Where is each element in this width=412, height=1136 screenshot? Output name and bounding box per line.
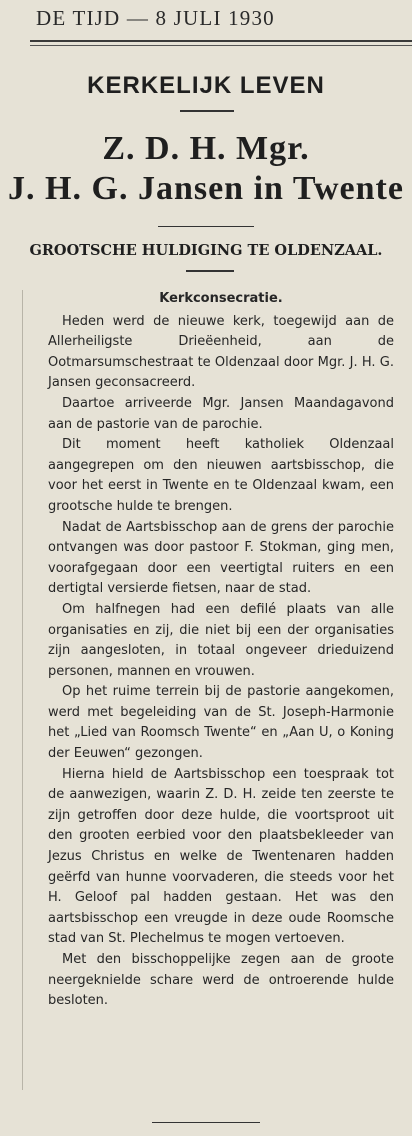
article-body: [48, 289, 394, 1012]
divider: [158, 226, 254, 227]
masthead-rule-thin: [30, 45, 412, 46]
paragraph: Nadat de Aartsbisschop aan de grens der parochie ontvangen was door pastoor F. Stokman, ging men, voorafgegaan door een veertigtal ruiters en een dertigtal versierde fietsen, naar de stad.: [48, 519, 394, 597]
paragraph: Om halfnegen had een defilé plaats van alle organisaties en zij, die niet bij een der organisaties zijn aangesloten, in totaal ongeveer drieduizend personen, mannen en vrouwen.: [48, 601, 394, 679]
section-title: KERKELIJK LEVEN: [87, 72, 325, 99]
masthead-rule: [30, 40, 412, 42]
column-rule: [22, 290, 23, 1090]
paragraph: Daartoe arriveerde Mgr. Jansen Maandagavond aan de pastorie van de parochie.: [48, 395, 394, 432]
divider: [186, 270, 234, 272]
paragraph: Dit moment heeft katholiek Oldenzaal aangegrepen om den nieuwen aartsbisschop, die voor het eerst in Twente en te Oldenzaal kwam, een grootsche hulde te brengen.: [48, 437, 394, 514]
headline-line1: Z. D. H. Mgr.: [102, 130, 310, 167]
paragraph: Met den bisschoppelijke zegen aan de groote neergeknielde schare werd de ontroerende hulde besloten.: [48, 952, 394, 1009]
subheadline: GROOTSCHE HULDIGING TE OLDENZAAL.: [29, 242, 383, 259]
divider: [180, 110, 234, 112]
paragraph: Hierna hield de Aartsbisschop een toespraak tot de aanwezigen, waarin Z. D. H. zeide ten zeerste te zijn getroffen door deze hulde, die voortsproot uit den grooten eerbied voor den plaatsbekleeder van Jezus Christus en welke de Twentenaren hadden geërfd van hunne voorvaderen, die steeds voor het H. Geloof pal hadden gestaan. Het was den aartsbisschop een vreugde in deze oude Roomsche stad van St. Plechelmus te mogen vertoeven.: [48, 766, 394, 947]
paragraph: Op het ruime terrein bij de pastorie aangekomen, werd met begeleiding van de St. Joseph-Harmonie het „Lied van Roomsch Twente“ en „Aan U, o Koning der Eeuwen“ gezongen.: [48, 684, 394, 762]
paragraph: Heden werd de nieuwe kerk, toegewijd aan de Allerheiligste Drieëenheid, aan de Ootmarsumschestraat te Oldenzaal door Mgr. J. H. G. Jansen geconsacreerd.: [48, 313, 394, 391]
masthead: DE TIJD — 8 JULI 1930: [36, 6, 275, 30]
end-rule: [152, 1122, 260, 1123]
headline-line2: J. H. G. Jansen in Twente: [8, 170, 404, 207]
article-subheading: Kerkconsecratie.: [159, 291, 283, 306]
